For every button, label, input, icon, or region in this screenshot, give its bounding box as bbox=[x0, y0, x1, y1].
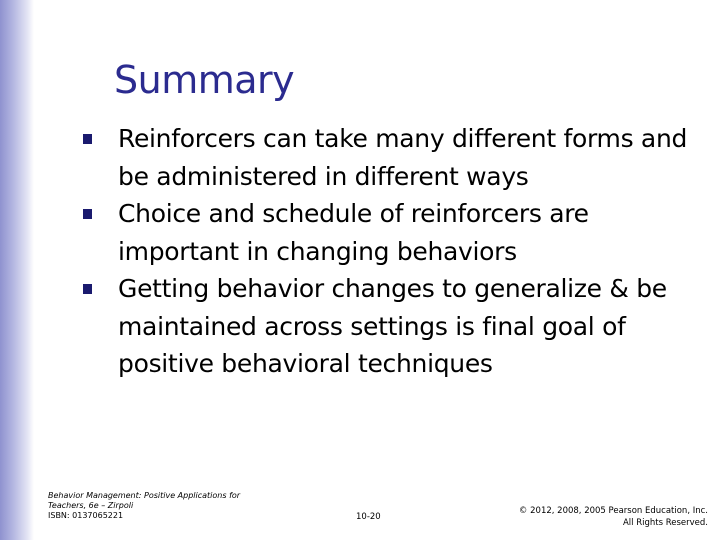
footer-copyright-line2: All Rights Reserved. bbox=[622, 518, 708, 528]
square-bullet-icon bbox=[83, 134, 92, 144]
footer-book-title: Behavior Management: Positive Applications for Teachers, 6e – Zirpoli bbox=[48, 491, 241, 510]
footer-page-number: 10-20 bbox=[356, 512, 381, 522]
square-bullet-icon bbox=[83, 284, 92, 294]
slide-title: Summary bbox=[114, 58, 295, 102]
bullet-text: Choice and schedule of reinforcers are important in changing behaviors bbox=[118, 199, 589, 266]
bullet-text: Reinforcers can take many different forms and be administered in different ways bbox=[118, 124, 688, 191]
bullet-item bbox=[80, 120, 708, 195]
footer-copyright bbox=[519, 505, 708, 529]
side-gradient-band bbox=[0, 0, 34, 540]
footer-isbn: ISBN: 0137065221 bbox=[48, 511, 124, 520]
footer-copyright-line1: © 2012, 2008, 2005 Pearson Education, Inc. bbox=[518, 506, 708, 516]
bullet-text: Getting behavior changes to generalize & be maintained across settings is final goal of positive behavioral techniques bbox=[118, 274, 667, 378]
square-bullet-icon bbox=[83, 209, 92, 219]
bullet-item bbox=[80, 270, 708, 383]
bullet-item bbox=[80, 195, 708, 270]
footer-book-info bbox=[48, 491, 278, 521]
bullet-list bbox=[80, 120, 708, 383]
